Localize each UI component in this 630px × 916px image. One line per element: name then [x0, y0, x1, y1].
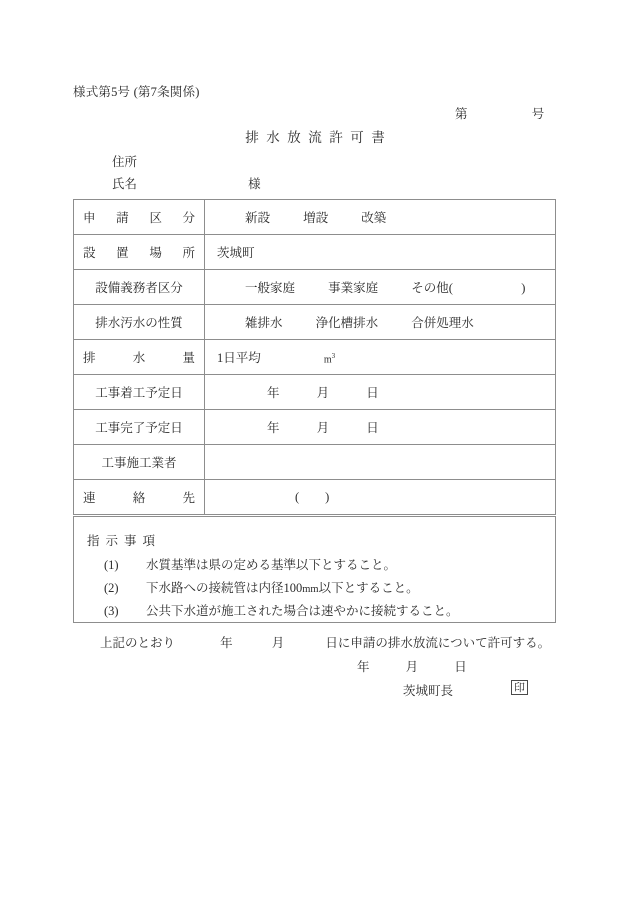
instruction-unit-mm: mm [302, 584, 319, 595]
option-business-household[interactable]: 事業家庭 [328, 281, 379, 295]
row-value-construction-start-date[interactable] [205, 375, 556, 410]
row-label-installation-site [74, 235, 205, 270]
row-label-obligor-category [74, 270, 205, 305]
instruction-item-2 [104, 578, 419, 596]
table-row [74, 270, 556, 305]
page-title: 排水放流許可書 [245, 130, 393, 145]
label-text: 工事完了予定日 [95, 421, 183, 435]
month-marker: 月 [316, 386, 330, 400]
option-renovation[interactable]: 改築 [361, 211, 387, 225]
label-text: 工事施工業者 [101, 456, 177, 470]
instruction-item-3 [104, 601, 459, 619]
option-other[interactable]: その他( [411, 281, 453, 295]
label-text: 工事着工予定日 [95, 386, 183, 400]
row-label-contact [74, 480, 205, 515]
table-row [74, 305, 556, 340]
table-row [74, 410, 556, 445]
document-number-line [455, 104, 544, 122]
address-label: 住所 [112, 155, 138, 169]
row-value-wastewater-quality[interactable] [205, 305, 556, 340]
row-label-discharge-volume [74, 340, 205, 375]
option-other-close-paren: ) [521, 281, 526, 295]
instruction-number: (3) [104, 604, 119, 618]
issue-date-line [357, 657, 467, 675]
approval-statement [100, 633, 550, 651]
volume-unit-base: m [323, 354, 332, 365]
table-row [74, 200, 556, 235]
document-number-prefix: 第 [455, 107, 468, 121]
table-row [74, 445, 556, 480]
month-marker: 月 [316, 421, 330, 435]
row-label-construction-start-date [74, 375, 205, 410]
issue-month-marker: 月 [405, 660, 419, 674]
label-text: 排水量 [83, 351, 195, 365]
row-label-wastewater-quality [74, 305, 205, 340]
row-label-construction-completion-date [74, 410, 205, 445]
issue-year-marker: 年 [357, 660, 370, 674]
paren-close: ) [325, 489, 330, 504]
instruction-text-before: 下水路への接続管は内径100 [146, 581, 303, 595]
instruction-text: 水質基準は県の定める基準以下とすること。 [146, 558, 397, 572]
row-value-application-type[interactable] [205, 200, 556, 235]
signer-title: 茨城町長 [403, 684, 454, 698]
name-label: 氏名 [112, 177, 138, 191]
approval-lead: 上記のとおり [100, 636, 176, 650]
seal-stamp-box: 印 [511, 680, 528, 695]
row-value-construction-completion-date[interactable] [205, 410, 556, 445]
label-text: 申請区分 [83, 211, 195, 225]
year-marker: 年 [267, 386, 280, 400]
label-text: 連絡先 [83, 491, 195, 505]
instruction-item-1 [104, 555, 396, 573]
contact-parentheses [295, 490, 329, 505]
row-value-discharge-volume[interactable] [205, 340, 556, 375]
table-row [74, 340, 556, 375]
label-text: 設備義務者区分 [95, 281, 183, 295]
daily-average-label: 1日平均 [217, 351, 261, 365]
row-value-obligor-category[interactable] [205, 270, 556, 305]
document-number-suffix: 号 [531, 107, 545, 121]
option-septic-tank-effluent[interactable]: 浄化槽排水 [315, 316, 379, 330]
row-label-contractor [74, 445, 205, 480]
instruction-number: (2) [104, 581, 119, 595]
row-value-installation-site[interactable]: 茨城町 [205, 235, 556, 270]
volume-unit-exponent: 3 [331, 351, 336, 360]
year-marker: 年 [267, 421, 280, 435]
table-row [74, 480, 556, 515]
approval-month-marker: 月 [271, 636, 285, 650]
instructions-title: 指示事項 [87, 534, 162, 548]
issue-day-marker: 日 [454, 660, 467, 674]
day-marker: 日 [366, 421, 379, 435]
name-honorific: 様 [248, 177, 261, 191]
approval-year-marker: 年 [220, 636, 233, 650]
instruction-number: (1) [104, 558, 119, 572]
label-text: 排水汚水の性質 [95, 316, 183, 330]
form-code: 様式第5号 (第7条関係) [73, 85, 200, 99]
volume-unit [324, 352, 335, 365]
label-text: 設置場所 [83, 246, 195, 260]
approval-tail: 日に申請の排水放流について許可する。 [325, 636, 551, 650]
option-general-household[interactable]: 一般家庭 [245, 281, 296, 295]
row-label-application-type [74, 200, 205, 235]
addressee-name-row [112, 174, 261, 192]
instruction-text: 公共下水道が施工された場合は速やかに接続すること。 [146, 604, 459, 618]
paren-open: ( [295, 489, 300, 504]
instructions-box [73, 516, 556, 623]
option-extension[interactable]: 増設 [303, 211, 329, 225]
table-row [74, 375, 556, 410]
option-combined-treated-water[interactable]: 合併処理水 [411, 316, 474, 330]
row-value-contact[interactable] [205, 480, 556, 515]
option-new-installation[interactable]: 新設 [245, 211, 271, 225]
addressee-address-row [112, 152, 137, 170]
instruction-text-after: 以下とすること。 [318, 581, 419, 595]
application-table [73, 199, 556, 515]
table-row [74, 235, 556, 270]
row-value-contractor[interactable] [205, 445, 556, 480]
option-greywater[interactable]: 雑排水 [245, 316, 283, 330]
day-marker: 日 [366, 386, 379, 400]
